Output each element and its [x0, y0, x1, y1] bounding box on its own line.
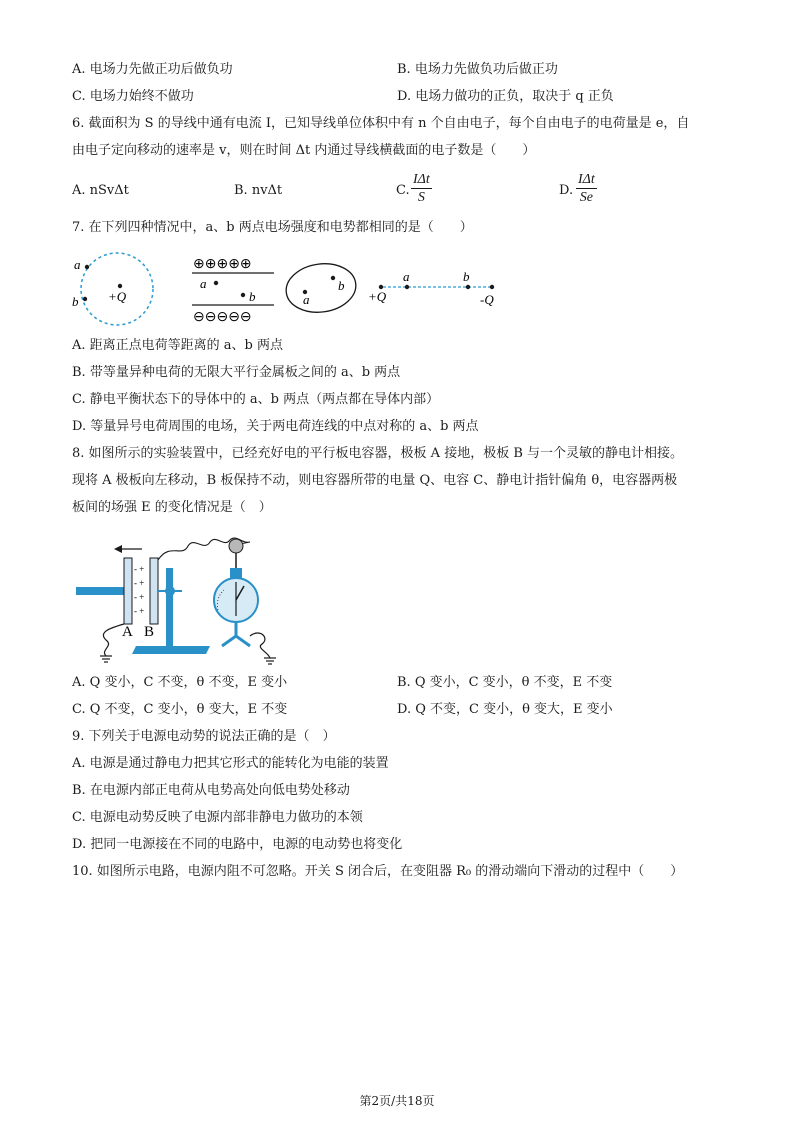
q7-figure-b [192, 257, 274, 325]
q7-fig-b-point-b [241, 293, 245, 297]
q6-option-d-denominator: Se [579, 190, 593, 205]
q6-option-a: A. nSvΔt [72, 183, 129, 198]
q7-figures [68, 244, 508, 334]
q7-fig-b-label-a: a [200, 276, 207, 291]
q8-plate-b [150, 558, 158, 624]
q7-fig-d-point-b [466, 285, 470, 289]
q7-negative-plate-charges: ⊖⊖⊖⊖⊖ [193, 310, 252, 325]
q6-option-c-denominator: S [417, 190, 425, 205]
q8-option-a: A. Q 变小，C 不变，θ 不变，E 变小 [72, 675, 288, 690]
q7-conductor [283, 259, 359, 316]
q10-stem: 10. 如图所示电路，电源内阻不可忽略。开关 S 闭合后，在变阻器 R₀ 的滑动端向下滑动的过程中（ ） [72, 864, 684, 879]
q8-option-b: B. Q 变小，C 变小，θ 不变，E 不变 [397, 675, 613, 690]
q7-fig-d-label-a: a [403, 269, 410, 284]
q7-fig-c-label-a: a [303, 292, 310, 307]
q7-fig-d-negative-charge [490, 285, 494, 289]
q8-option-c: C. Q 不变，C 变小，θ 变大，E 不变 [72, 702, 288, 717]
q7-point-b-dot [83, 297, 87, 301]
q6-stem-line2: 由电子定向移动的速率是 v，则在时间 Δt 内通过导线横截面的电子数是（ ） [72, 143, 536, 158]
q7-fig-d-point-a [405, 285, 409, 289]
q7-fig-d-label-b: b [463, 269, 470, 284]
q9-option-d: D. 把同一电源接在不同的电路中，电源的电动势也将变化 [72, 837, 403, 852]
q7-fig-d-label-positive: +Q [368, 289, 387, 304]
q6-option-c-fraction [411, 171, 432, 207]
q7-fig-a-label-a: a [74, 257, 81, 272]
q8-electroscope-stand [222, 622, 250, 646]
q7-fig-b-point-a [214, 281, 218, 285]
q8-stand-base [132, 646, 210, 654]
q8-stem-line2: 现将 A 极板向左移动，B 板保持不动，则电容器所带的电量 Q、电容 C、静电计指针偏角 θ，电容器两极 [72, 473, 678, 488]
q7-point-a-dot [85, 265, 89, 269]
q8-label-b: B [144, 624, 155, 640]
q6-option-b: B. nvΔt [234, 183, 283, 198]
q8-plate-a-charges-1: - + [134, 564, 145, 574]
q5-option-a: A. 电场力先做正功后做负功 [72, 62, 233, 77]
q9-option-a: A. 电源是通过静电力把其它形式的能转化为电能的装置 [72, 756, 389, 771]
q8-plate-a-charges-3: - + [134, 592, 145, 602]
q5-option-c: C. 电场力始终不做功 [72, 89, 194, 104]
q7-stem: 7. 在下列四种情况中，a、b 两点电场强度和电势都相同的是（ ） [72, 220, 473, 235]
q7-option-b: B. 带等量异种电荷的无限大平行金属板之间的 a、b 两点 [72, 365, 401, 380]
q9-option-c: C. 电源电动势反映了电源内部非静电力做功的本领 [72, 810, 363, 825]
q7-figure-d [368, 269, 494, 307]
q7-figure-a [72, 253, 153, 325]
q7-fig-c-point-b [331, 276, 335, 280]
q9-option-b: B. 在电源内部正电荷从电势高处向低电势处移动 [72, 783, 350, 798]
q5-option-b: B. 电场力先做负功后做正功 [397, 62, 558, 77]
q6-stem-line1: 6. 截面积为 S 的导线中通有电流 I，已知导线单位体积中有 n 个自由电子，每个自由电子的电荷量是 e，自 [72, 116, 690, 131]
q9-stem: 9. 下列关于电源电动势的说法正确的是（ ） [72, 729, 336, 744]
q8-stem-line3: 板间的场强 E 的变化情况是（ ） [72, 500, 272, 515]
q7-option-c: C. 静电平衡状态下的导体中的 a、b 两点（两点都在导体内部） [72, 392, 440, 407]
q6-option-d-numerator: IΔt [578, 172, 595, 187]
q7-fig-a-label-charge: +Q [108, 289, 127, 304]
q8-left-arrow-icon [114, 545, 122, 553]
q7-positive-plate-charges: ⊕⊕⊕⊕⊕ [193, 257, 252, 272]
q7-option-a: A. 距离正点电荷等距离的 a、b 两点 [72, 338, 283, 353]
q6-option-d-fraction [576, 171, 597, 207]
q8-plate-a [124, 558, 132, 624]
q7-fig-c-label-b: b [338, 278, 345, 293]
q8-plate-a-charges-4: - + [134, 606, 145, 616]
q5-option-d: D. 电场力做功的正负，取决于 q 正负 [397, 89, 614, 104]
q8-option-d: D. Q 不变，C 变小，θ 变大，E 变小 [397, 702, 613, 717]
q8-stand-pole [166, 568, 173, 648]
q8-insulating-rod [76, 587, 124, 595]
q8-electroscope-knob [229, 539, 243, 553]
q7-option-d: D. 等量异号电荷周围的电场，关于两电荷连线的中点对称的 a、b 两点 [72, 419, 479, 434]
q6-option-c-numerator: IΔt [413, 172, 430, 187]
q7-fig-d-label-negative: -Q [480, 292, 494, 307]
q8-label-a: A [122, 624, 133, 640]
q8-stem-line1: 8. 如图所示的实验装置中，已经充好电的平行板电容器，极板 A 接地，极板 B 与一个灵敏的静电计相接。 [72, 446, 684, 461]
q8-electroscope-ground-wire [250, 633, 270, 658]
q8-plate-a-charges-2: - + [134, 578, 145, 588]
page-footer: 第2页/共18页 [359, 1094, 435, 1108]
q6-option-d-label: D. [559, 183, 574, 198]
q8-plate-a-ground-wire [103, 624, 124, 656]
q7-fig-b-label-b: b [249, 289, 256, 304]
q7-charge-dot [118, 284, 122, 288]
q6-option-c-label: C. [396, 183, 410, 198]
q8-apparatus-figure [70, 528, 300, 670]
q7-figure-c [283, 259, 359, 316]
q7-fig-a-label-b: b [72, 294, 79, 309]
